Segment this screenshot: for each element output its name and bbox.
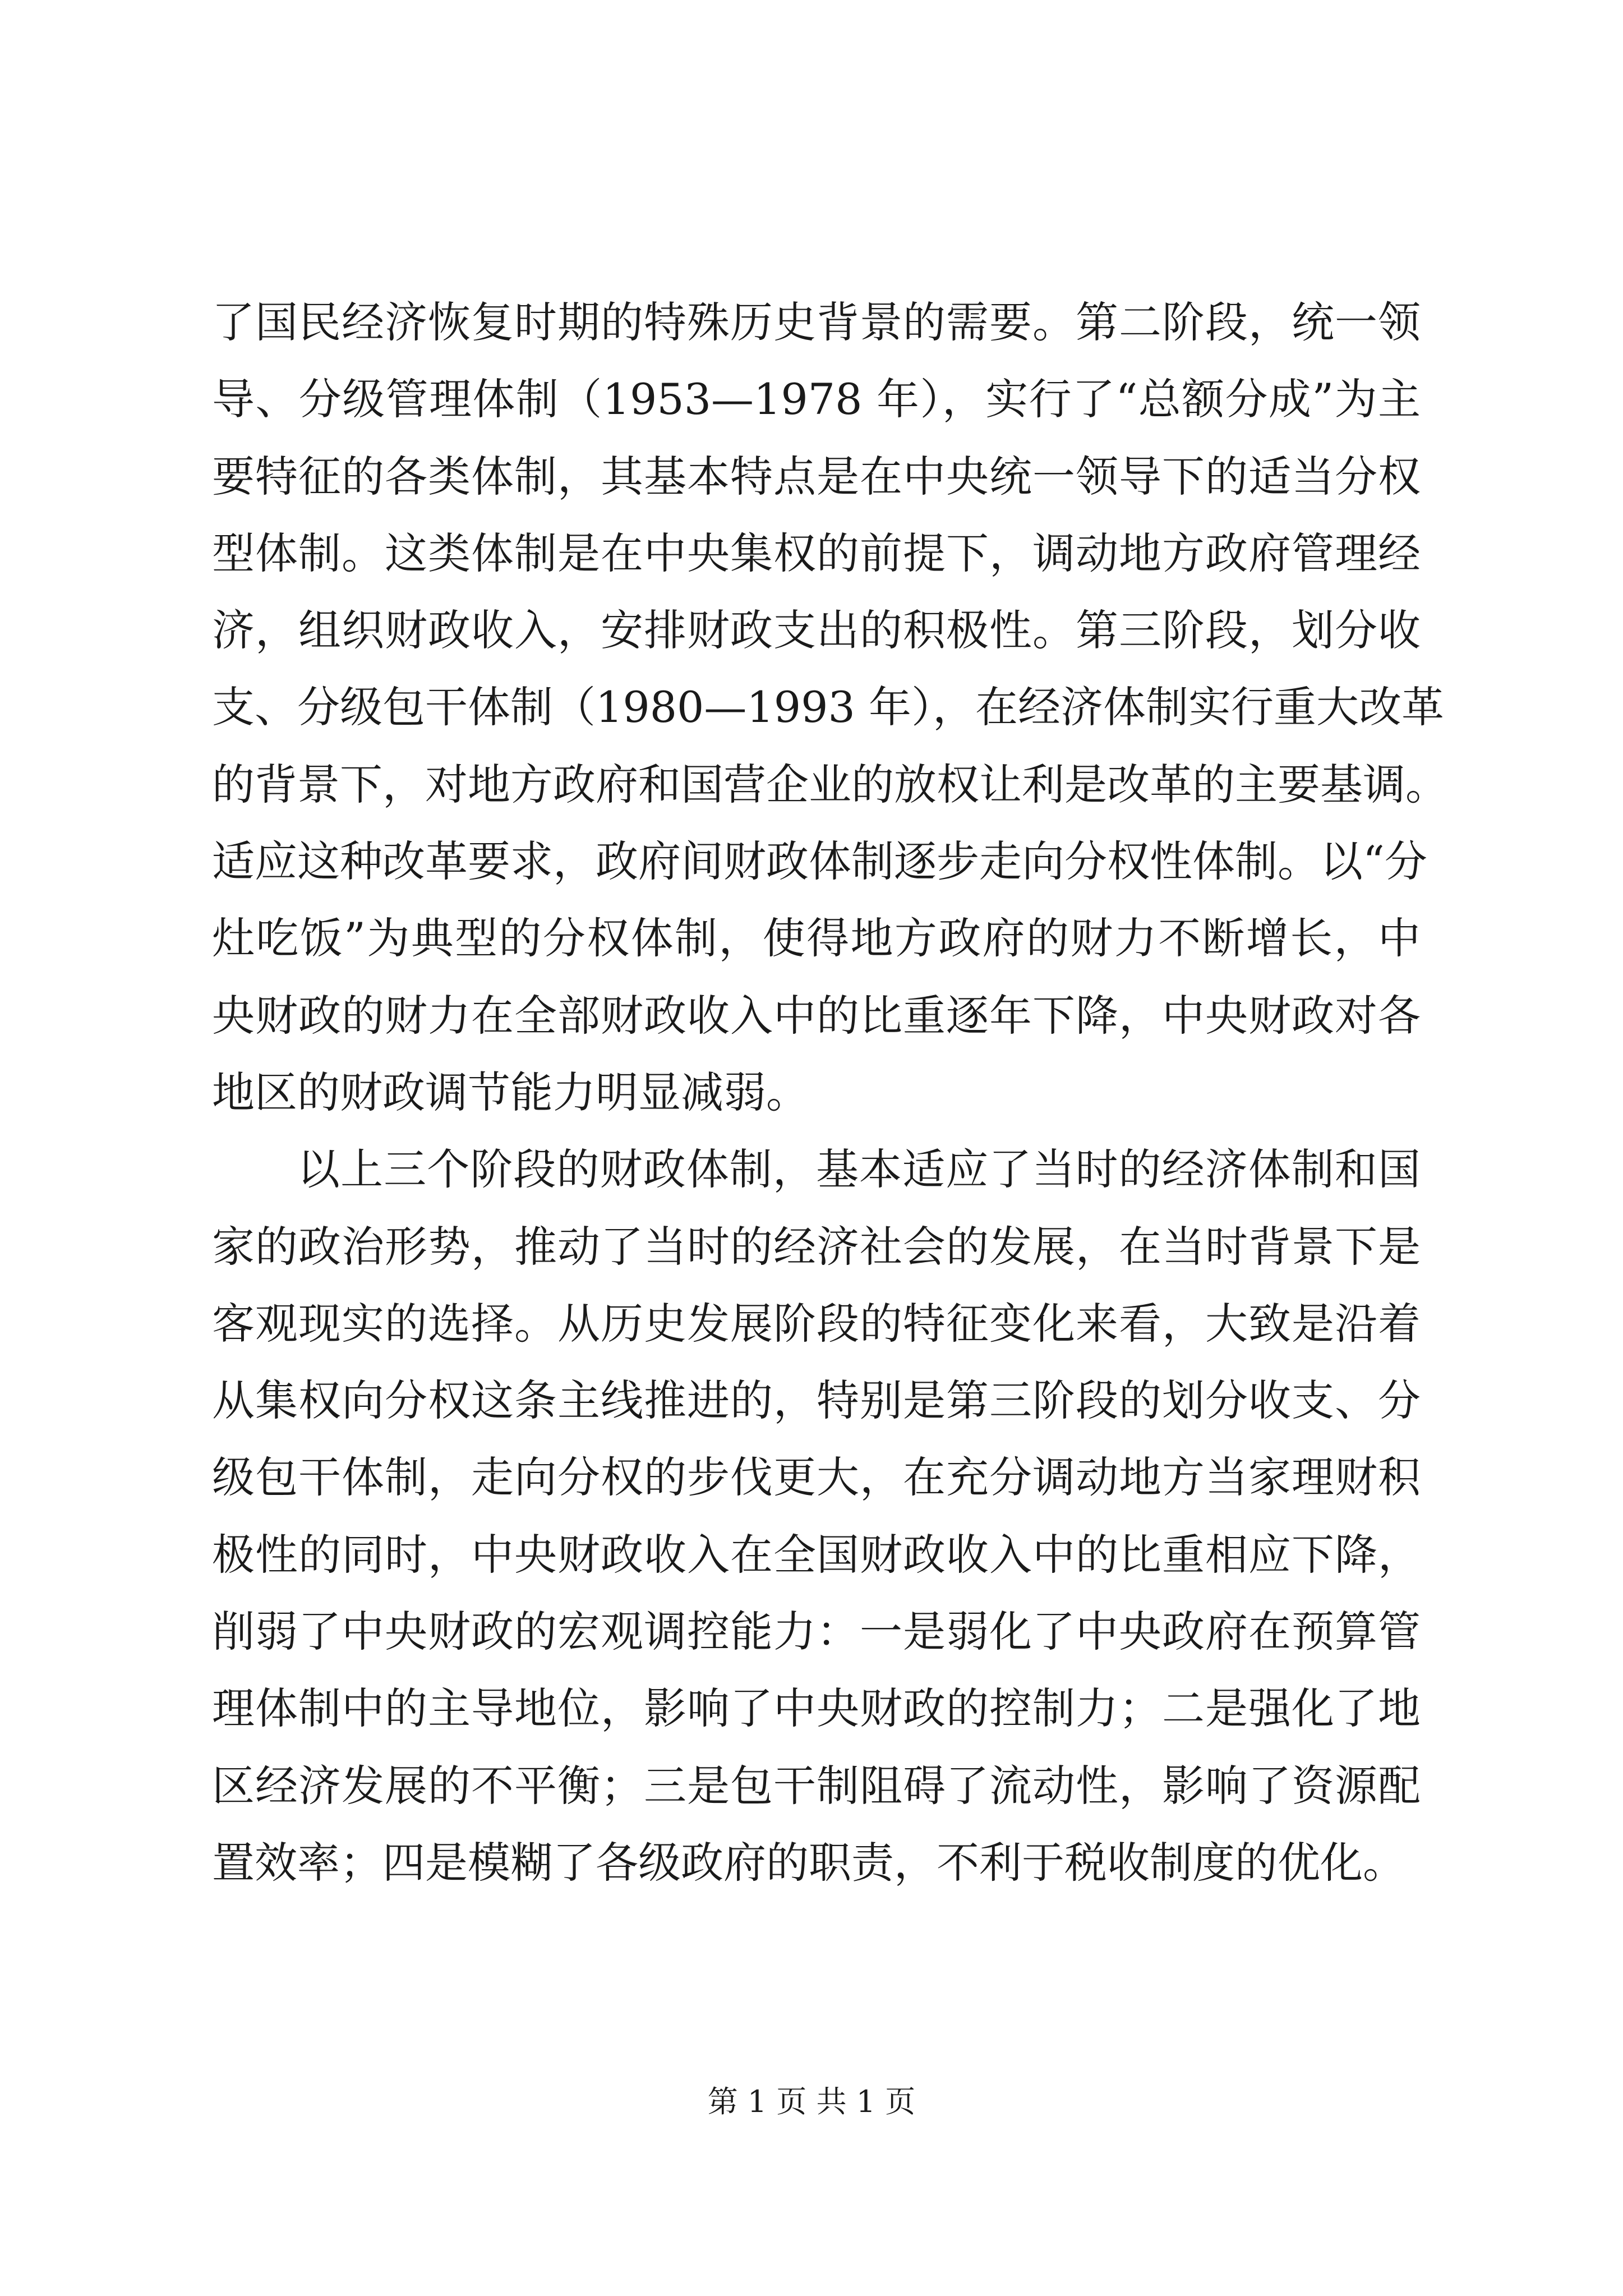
text-line: 从集权向分权这条主线推进的，特别是第三阶段的划分收支、分 xyxy=(212,1375,1421,1426)
text-line: 要特征的各类体制，其基本特点是在中央统一领导下的适当分权 xyxy=(212,451,1421,501)
text-line: 了国民经济恢复时期的特殊历史背景的需要。第二阶段，统一领 xyxy=(212,297,1421,347)
text-line: 级包干体制，走向分权的步伐更大，在充分调动地方当家理财积 xyxy=(212,1452,1421,1503)
body-text xyxy=(212,284,1448,1901)
text-line: 灶吃饭”为典型的分权体制，使得地方政府的财力不断增长，中 xyxy=(212,913,1421,964)
text-line: 地区的财政调节能力明显减弱。 xyxy=(212,1067,809,1117)
text-line: 置效率；四是模糊了各级政府的职责，不利于税收制度的优化。 xyxy=(212,1837,1405,1888)
text-line: 理体制中的主导地位，影响了中央财政的控制力；二是强化了地 xyxy=(212,1683,1421,1734)
paragraph xyxy=(212,1131,1421,1901)
text-line: 极性的同时，中央财政收入在全国财政收入中的比重相应下降， xyxy=(212,1529,1421,1580)
text-line: 导、分级管理体制（1953—1978 年），实行了“总额分成”为主 xyxy=(212,374,1421,425)
text-line: 济，组织财政收入，安排财政支出的积极性。第三阶段，划分收 xyxy=(212,605,1421,656)
text-line: 削弱了中央财政的宏观调控能力：一是弱化了中央政府在预算管 xyxy=(212,1607,1421,1657)
page-number: 第 1 页 共 1 页 xyxy=(707,2084,916,2119)
text-line: 适应这种改革要求，政府间财政体制逐步走向分权性体制。以“分 xyxy=(212,836,1427,887)
paragraph xyxy=(212,284,1448,1131)
text-line: 央财政的财力在全部财政收入中的比重逐年下降，中央财政对各 xyxy=(212,990,1421,1041)
text-line: 型体制。这类体制是在中央集权的前提下，调动地方政府管理经 xyxy=(212,528,1421,578)
page-footer xyxy=(0,2082,1623,2122)
text-line: 的背景下，对地方政府和国营企业的放权让利是改革的主要基调。 xyxy=(212,759,1448,809)
text-line: 以上三个阶段的财政体制，基本适应了当时的经济体制和国 xyxy=(297,1144,1421,1195)
text-line: 区经济发展的不平衡；三是包干制阻碍了流动性，影响了资源配 xyxy=(212,1760,1421,1811)
text-line: 家的政治形势，推动了当时的经济社会的发展，在当时背景下是 xyxy=(212,1221,1421,1272)
text-line: 支、分级包干体制（1980—1993 年），在经济体制实行重大改革 xyxy=(212,682,1444,733)
text-line: 客观现实的选择。从历史发展阶段的特征变化来看，大致是沿着 xyxy=(212,1298,1421,1349)
